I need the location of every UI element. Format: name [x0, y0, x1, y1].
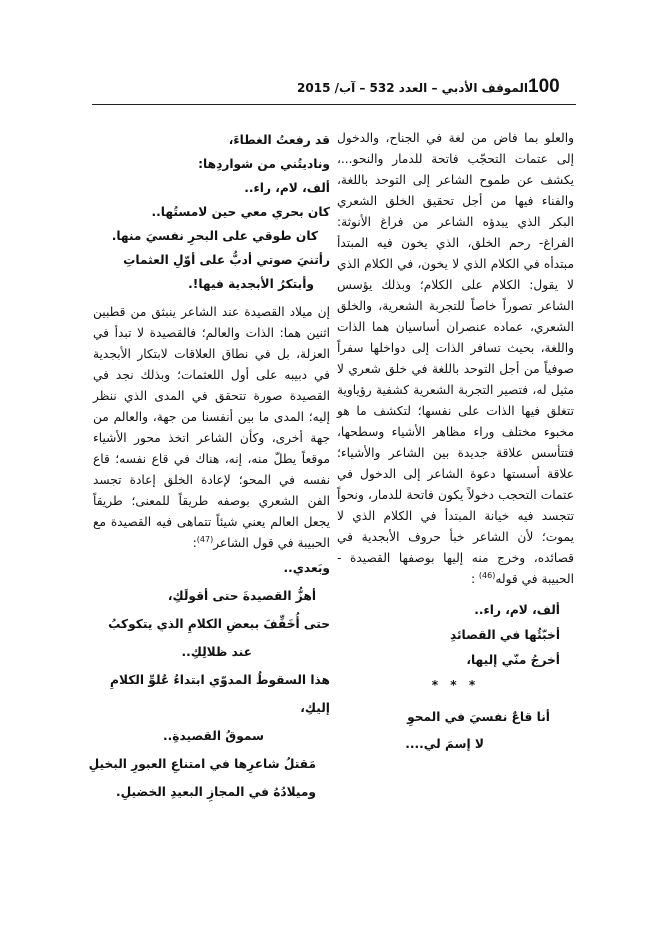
verse-line: كان بحري معي حين لامستُها.. [151, 205, 330, 219]
running-title: الموقف الأدبي – العدد 532 – آب/ 2015 [297, 81, 528, 95]
verse-line: أخبّئُها في القصائدِ [449, 628, 560, 642]
left-verse-1 [93, 128, 330, 296]
right-verse-2 [337, 704, 550, 758]
verse-line: لا إسمَ لي.... [405, 737, 484, 751]
left-column [88, 128, 330, 806]
right-prose-paragraph [337, 128, 574, 590]
page-header [0, 78, 661, 102]
verse-line: رأتنيَ صوتي أدبُّ على أوّلِ العثماتِ [123, 253, 330, 267]
verse-line: أنا قاعٌ نفسيَ في المحوِ [407, 710, 550, 724]
left-prose-end: : [192, 536, 197, 550]
verse-line: أهزُّ القصيدةَ حتى أقولَكِ، [167, 589, 316, 603]
verse-line: أخرجُ منّي إليها، [466, 653, 560, 667]
left-prose-paragraph [93, 302, 330, 554]
right-prose-end: : [470, 572, 479, 586]
verse-line: هذا السقوطُ المدوّي ابتداءُ عُلوِّ الكلامِ [110, 673, 330, 687]
footnote-ref-46: (46) [478, 570, 496, 580]
verse-line: وبَعدي.. [283, 561, 330, 575]
right-column [337, 128, 574, 758]
verse-line: سموقُ القصيدةِ.. [163, 729, 264, 743]
verse-line: وناديتُني من شواردِها: [198, 157, 330, 171]
left-prose-text: إن ميلاد القصيدة عند الشاعر ينبثق من قطبين اثنين هما: الذات والعالم؛ فالقصيدة لا تبدأ في العزلة، بل في نطاق العلاقات لابتكار الأبجدية في دبيبه على أول اللعثمات؛ وبذلك نجد في القصيدة صورة تتحقق في المدى الذي ننظر إليه؛ المدى ما بين أنفسنا من جهة، والعالم من جهة أخرى، وكأن الشاعر اتخذ محور الأشياء موقعاً يطلّ منه، إنه، هناك في قاع نفسه؛ قاع نفسه في المحو؛ لإعادة الخلق إعادة تجسد الفن الشعري بوصفه طريقاً للمعنى؛ طريقاً يجعل العالم يعني شيئاً تتماهى فيه القصيدة مع الحبيبة في قول الشاعر [93, 305, 330, 550]
left-verse-2 [88, 554, 330, 806]
page-number: 100 [528, 76, 560, 97]
verse-line: ألف، لام، راء.. [474, 603, 560, 617]
verse-line: وأبتكرُ الأبجدية فيها!. [188, 277, 314, 291]
header-divider [92, 104, 576, 105]
verse-line: عند ظلالِكِ.. [181, 645, 252, 659]
verse-line: كان طوقي على البحرِ نفسيَ منها. [111, 229, 318, 243]
right-verse-1 [337, 598, 560, 673]
verse-line: ألف، لام، راء.. [244, 181, 330, 195]
verse-line: قد رفعتُ الغطاءَ، [228, 133, 330, 147]
verse-line: مَقتلُ شاعرِها في امتناعِ العبورِ البخيلِ [88, 757, 316, 771]
right-prose-text: والعلو بما فاض من لغة في الجناح، والدخول إلى عتمات التحجّب فاتحة للدمار والنحو...، يكشف عن طموح الشاعر إلى التوحد باللغة، والفناء فيها من أجل تحقيق الخلق الشعري البكر الذي يبدؤه الشاعر من فراغ الأنوثة: الفراغ- رحم الخلق، الذي يخون فيه المبتدأ مبتدأه في الكلام الذي لا يخون، في الكلام الذي لا يقول: الكلام على الكلام؛ وبذلك يؤسس الشاعر تصوراً خاصاً للتجربة الشعرية، والخلق الشعري، عماده عنصران أساسيان هما الذات واللغة، بحيث تسافر الذات إلى دواخلها سفراً صوفياً من أجل التوحد باللغة في خلق شعري لا مثيل له، فتصير التجربة الشعرية كشفية رؤياوية تتغلق فيها الذات على نفسها؛ لتكشف ما هو مخبوء مختلف وراء مظاهر الأشياء وسطحها، فتتأسس علاقة جديدة بين الشاعر والأشياء؛ علاقة أسستها دعوة الشاعر إلى الدخول في عتمات التحجب دخولاً يكون فاتحة للدمار، ونحواً تتجسد فيه خيانة المبتدأ في الكلام الذي لا يموت؛ لأن الشاعر خبأ حروف الأبجدية في قصائده، وخرج منه إليها بوصفها القصيدة - الحبيبة في قوله [337, 131, 574, 586]
verse-line: وميلادُهُ في المجازِ البعيدِ الخضيلِ. [115, 785, 316, 799]
section-separator: * * * [431, 678, 480, 692]
footnote-ref-47: (47) [196, 534, 214, 544]
verse-line: حتى أُخَفِّفَ ببعضِ الكلامِ الذي يتكوكبُ [108, 617, 330, 631]
verse-line: إليكِ، [300, 701, 330, 715]
